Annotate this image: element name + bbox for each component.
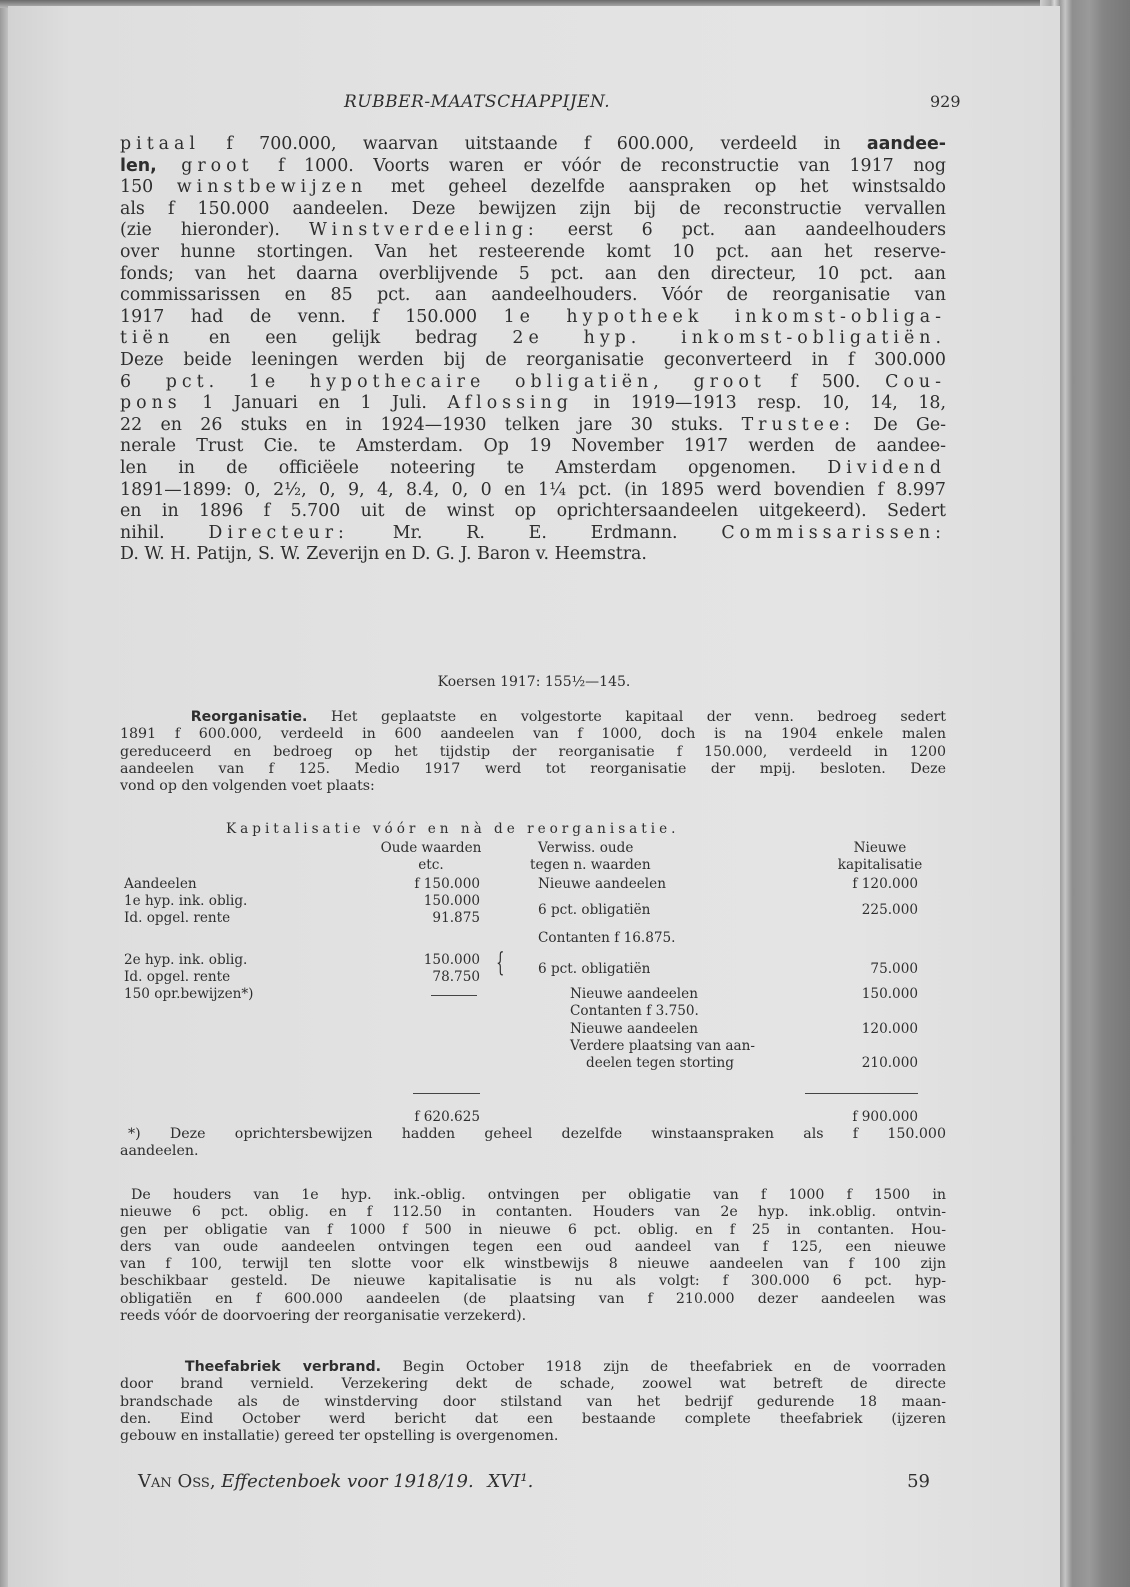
section-heading: Theefabriek verbrand.	[184, 1359, 382, 1375]
publisher: Van Oss,	[138, 1471, 216, 1492]
text-line: vond op den volgenden voet plaats:	[120, 778, 375, 795]
table-row: 2e hyp. ink. oblig.	[124, 952, 248, 968]
text-line: en in 1896 f 5.700 uit de winst op oprichtersaandeelen uitgekeerd). Sedert	[120, 501, 946, 522]
text-line: 22 en 26 stuks en in 1924—1930 telken jare 30 stuks. Trustee: De Ge-	[120, 414, 946, 435]
table-row: Verdere plaatsing van aan-	[570, 1038, 755, 1054]
page-footer	[138, 1471, 948, 1492]
table-cell: 78.750	[432, 969, 480, 985]
holders-paragraph: De houders van 1e hyp. ink.-oblig. ontvingen per obligatie van f 1000 f 1500 in nieuwe 6 pct. oblig. en f 112.50 in contanten. Houders van 2e hyp. ink.oblig. ontvin- gen per obligatie van f 1000 f 500 in nieuwe 6 pct. oblig. en f 25 in contanten. Hou- ders van oude aandeelen ontvingen tegen een oud aandeel van f 125, een nieuwe van f 100, terwijl ten slotte voor elk winstbewijs 8 nieuwe aandeelen van f 100 zijn beschikbaar gesteld. De nieuwe kapitalisatie is nu als volgt: f 300.000 6 pct. hyp- obligatiën en f 600.000 aandeelen (de plaatsing van f 210.000 dezer aandeelen was reeds vóór de doorvoering der reorganisatie verzekerd).	[120, 1187, 946, 1325]
text-line: Reorganisatie. Het geplaatste en volgestorte kapitaal der venn. bedroeg sedert	[190, 709, 947, 725]
text-line: 1917 had de venn. f 150.000 1e hypotheek inkomst-obliga-	[120, 306, 946, 327]
total-rule-old	[413, 1093, 480, 1094]
table-cell: f 150.000	[414, 876, 480, 892]
col-header-new: Nieuwe kapitalisatie	[837, 840, 923, 873]
text-line: gereduceerd en bedroeg op het tijdstip der reorganisatie f 150.000, verdeeld in 1200	[120, 743, 946, 760]
text-line: commissarissen en 85 pct. aan aandeelhouders. Vóór de reorganisatie van	[120, 285, 946, 306]
text-line: als f 150.000 aandeelen. Deze bewijzen zijn bij de reconstructie vervallen	[120, 198, 946, 219]
text-line: Deze beide leeningen werden bij de reorganisatie geconverteerd in f 300.000	[120, 349, 946, 370]
table-row: 6 pct. obligatiën	[538, 961, 651, 977]
text-line: 150 winstbewijzen met geheel dezelfde aanspraken op het winstsaldo	[120, 177, 946, 198]
koersen-line: Koersen 1917: 155½—145.	[437, 674, 631, 690]
table-row: Nieuwe aandeelen	[570, 1021, 698, 1037]
dash-rule	[431, 995, 477, 996]
running-title: RUBBER-MAATSCHAPPIJEN.	[344, 92, 611, 112]
table-row: deelen tegen storting	[586, 1055, 734, 1071]
text-line: 1891 f 600.000, verdeeld in 600 aandeelen van f 1000, doch is na 1904 enkele malen	[120, 726, 946, 743]
table-row: Id. opgel. rente	[124, 969, 231, 985]
table-row: Contanten f 16.875.	[538, 930, 676, 946]
text-line: pitaal f 700.000, waarvan uitstaande f 600.000, verdeeld in aandee-	[120, 134, 946, 154]
text-line: D. W. H. Patijn, S. W. Zeverijn en D. G. J. Baron v. Heemstra.	[120, 544, 647, 565]
text-line: (zie hieronder). Winstverdeeling: eerst 6 pct. aan aandeelhouders	[120, 220, 946, 241]
book-title: Effectenboek voor 1918/19.	[221, 1471, 474, 1492]
text-line: over hunne stortingen. Van het resteerende komt 10 pct. aan het reserve-	[120, 241, 946, 262]
page-number: 929	[930, 92, 961, 111]
text-line: fonds; van het daarna overblijvende 5 pct. aan den directeur, 10 pct. aan	[120, 263, 946, 284]
text-line: pons 1 Januari en 1 Juli. Aflossing in 1919—1913 resp. 10, 14, 18,	[120, 393, 946, 414]
table-row: Contanten f 3.750.	[570, 1003, 699, 1019]
table-cell: 225.000	[861, 902, 918, 918]
text-line: len, groot f 1000. Voorts waren er vóór de reconstructie van 1917 nog	[120, 155, 946, 176]
table-cell: 150.000	[861, 986, 918, 1002]
table-row: 6 pct. obligatiën	[538, 902, 651, 918]
text-line: nihil. Directeur: Mr. R. E. Erdmann. Commissarissen:	[120, 522, 946, 543]
volume: XVI¹.	[487, 1471, 534, 1492]
text-line: len in de officiëele noteering te Amsterdam opgenomen. Dividend	[120, 457, 946, 478]
theefabriek-section: Theefabriek verbrand. Begin October 1918 zijn de theefabriek en de voorraden door brand vernield. Verzekering dekt de schade, zoowel wat betreft de directe brandschade als de winstderving door stilstand van het bedrijf gedurende 18 maan- den. Eind October werd bericht dat een bestaande complete theefabriek (ijzeren gebouw en installatie) gereed ter opstelling is overgenomen.	[120, 1359, 946, 1445]
table-row: Nieuwe aandeelen	[570, 986, 698, 1002]
page-header	[8, 92, 1060, 116]
table-row: Id. opgel. rente	[124, 910, 231, 926]
company-description	[120, 134, 946, 566]
table-row: Nieuwe aandeelen	[538, 876, 666, 892]
table-row: 150 opr.bewijzen*)	[124, 986, 254, 1002]
table-row: 1e hyp. ink. oblig.	[124, 893, 248, 909]
reorganisatie-section	[120, 709, 946, 795]
total-new: f 900.000	[852, 1109, 918, 1125]
table-cell: 91.875	[432, 910, 480, 926]
text-line: nerale Trust Cie. te Amsterdam. Op 19 November 1917 werden de aandee-	[120, 436, 946, 457]
text-line: 1891—1899: 0, 2½, 0, 9, 4, 8.4, 0, 0 en 1¼ pct. (in 1895 werd bovendien f 8.997	[120, 479, 946, 500]
text-line: Theefabriek verbrand. Begin October 1918 zijn de theefabriek en de voorraden	[184, 1359, 946, 1375]
signature-mark: 59	[907, 1471, 930, 1492]
table-cell: f 120.000	[852, 876, 918, 892]
text-line: 6 pct. 1e hypothecaire obligatiën, groot f 500. Cou-	[120, 371, 946, 392]
col-header-old: Oude waarden etc.	[380, 840, 482, 873]
book-page	[8, 6, 1060, 1587]
text-line: aandeelen van f 125. Medio 1917 werd tot reorganisatie der mpij. besloten. Deze	[120, 760, 946, 777]
table-cell: 75.000	[870, 961, 918, 977]
section-heading: Reorganisatie.	[190, 709, 308, 725]
col-header-exchange: Verwiss. oude tegen n. waarden	[530, 840, 651, 873]
total-old: f 620.625	[414, 1109, 480, 1125]
table-row: Aandeelen	[124, 876, 197, 892]
table-title: Kapitalisatie vóór en nà de reorganisatie.	[226, 821, 680, 837]
table-cell: 150.000	[423, 893, 480, 909]
total-rule-new	[805, 1093, 918, 1094]
table-cell: 210.000	[861, 1055, 918, 1071]
table-cell: 150.000	[423, 952, 480, 968]
brace-icon: {	[496, 948, 505, 978]
table-footnote: *) Deze oprichtersbewijzen hadden geheel dezelfde winstaanspraken als f 150.000 aandeelen.	[120, 1126, 946, 1160]
text-line: tiën en een gelijk bedrag 2e hyp. inkomst-obligatiën.	[120, 328, 947, 349]
table-cell: 120.000	[861, 1021, 918, 1037]
